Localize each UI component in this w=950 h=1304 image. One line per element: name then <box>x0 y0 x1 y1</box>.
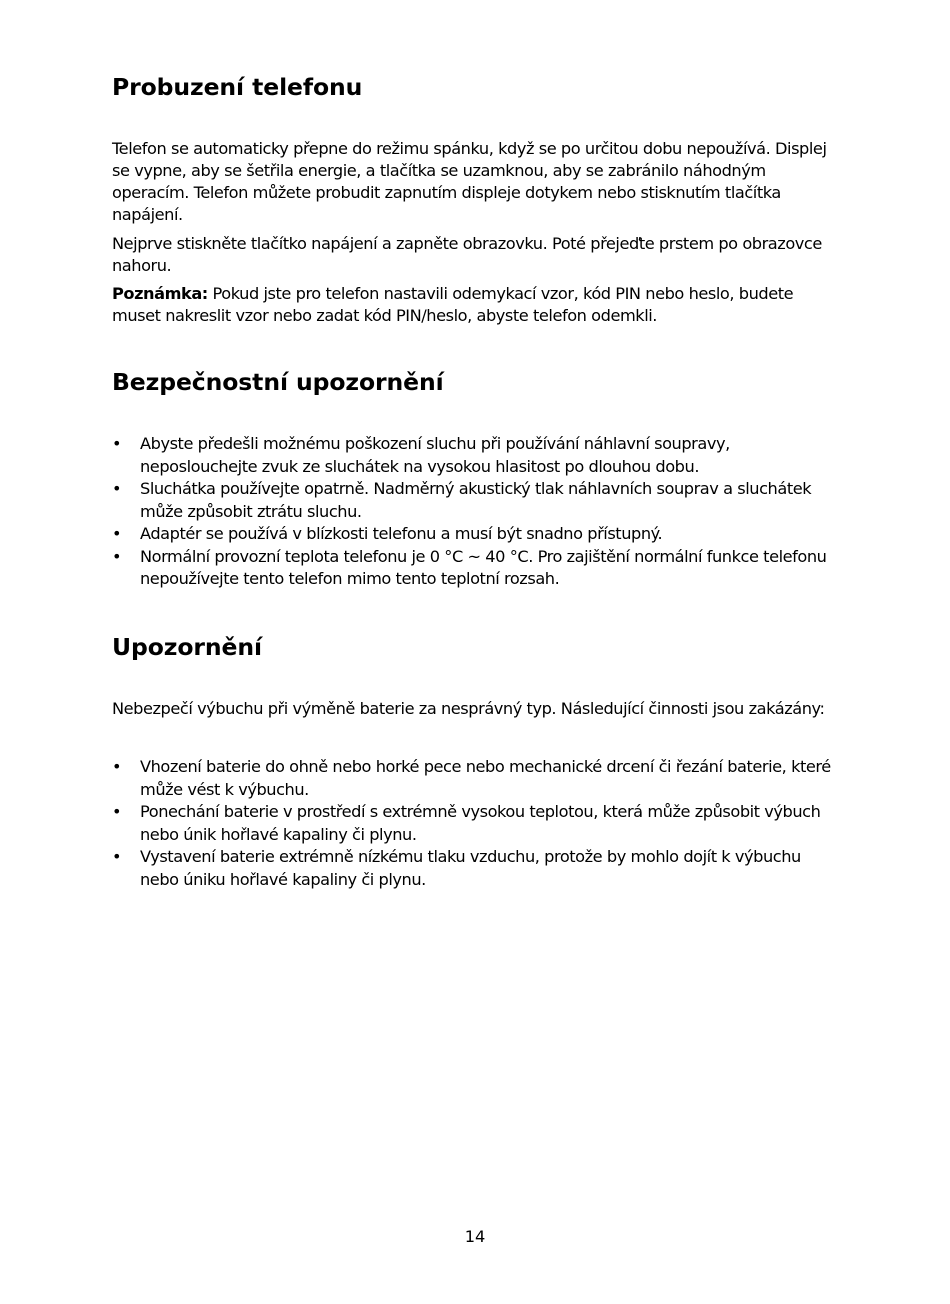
bullet-icon: • <box>112 434 122 453</box>
section-heading-safety-warnings: Bezpečnostní upozornění <box>112 368 444 396</box>
list-item-text: Abyste předešli možnému poškození sluchu při používání náhlavní soupravy, neposlouchejte zvuk ze sluchátek na vysokou hlasitost po dlouhou dobu. <box>140 434 730 476</box>
list-item-text: Normální provozní teplota telefonu je 0 °C ~ 40 °C. Pro zajištění normální funkce telefonu nepoužívejte tento telefon mimo tento teplotní rozsah. <box>140 546 827 588</box>
list-item <box>112 523 840 546</box>
list-item <box>112 433 840 478</box>
list-item-text: Adaptér se používá v blízkosti telefonu a musí být snadno přístupný. <box>140 524 663 543</box>
list-item-text: Ponechání baterie v prostředí s extrémně vysokou teplotou, která může způsobit výbuch nebo únik hořlavé kapaliny či plynu. <box>140 802 821 844</box>
bullet-icon: • <box>112 802 122 821</box>
note-label: Poznámka: <box>112 284 208 303</box>
caution-list <box>112 756 840 891</box>
page-number: 14 <box>464 1227 486 1246</box>
bullet-icon: • <box>112 847 122 866</box>
note-text: Pokud jste pro telefon nastavili odemykací vzor, kód PIN nebo heslo, budete muset nakreslit vzor nebo zadat kód PIN/heslo, abyste telefon odemkli. <box>112 284 794 325</box>
wake-phone-paragraph-1: Telefon se automaticky přepne do režimu spánku, když se po určitou dobu nepoužívá. Displej se vypne, aby se šetřila energie, a tlačítka se uzamknou, aby se zabránilo náhodným operacím. Telefon můžete probudit zapnutím displeje dotykem nebo stisknutím tlačítka napájení. <box>112 139 827 224</box>
list-item <box>112 756 840 801</box>
safety-warnings-list <box>112 433 840 591</box>
list-item <box>112 846 840 891</box>
bullet-icon: • <box>112 479 122 498</box>
list-item-text: Vystavení baterie extrémně nízkému tlaku vzduchu, protože by mohlo dojít k výbuchu nebo úniku hořlavé kapaliny či plynu. <box>140 847 801 889</box>
list-item-text: Sluchátka používejte opatrně. Nadměrný akustický tlak náhlavních souprav a sluchátek může způsobit ztrátu sluchu. <box>140 479 812 521</box>
wake-phone-note <box>112 283 840 327</box>
list-item-text: Vhození baterie do ohně nebo horké pece nebo mechanické drcení či řezání baterie, které může vést k výbuchu. <box>140 757 831 799</box>
section-heading-wake-phone: Probuzení telefonu <box>112 73 363 101</box>
list-item <box>112 478 840 523</box>
list-item <box>112 546 840 591</box>
bullet-icon: • <box>112 757 122 776</box>
caution-intro: Nebezpečí výbuchu při výměně baterie za nesprávný typ. Následující činnosti jsou zakázány: <box>112 699 825 718</box>
wake-phone-paragraph-2: Nejprve stiskněte tlačítko napájení a zapněte obrazovku. Poté přejeďte prstem po obrazovce nahoru. <box>112 234 822 275</box>
list-item <box>112 801 840 846</box>
bullet-icon: • <box>112 524 122 543</box>
bullet-icon: • <box>112 546 122 566</box>
section-heading-caution: Upozornění <box>112 633 262 661</box>
